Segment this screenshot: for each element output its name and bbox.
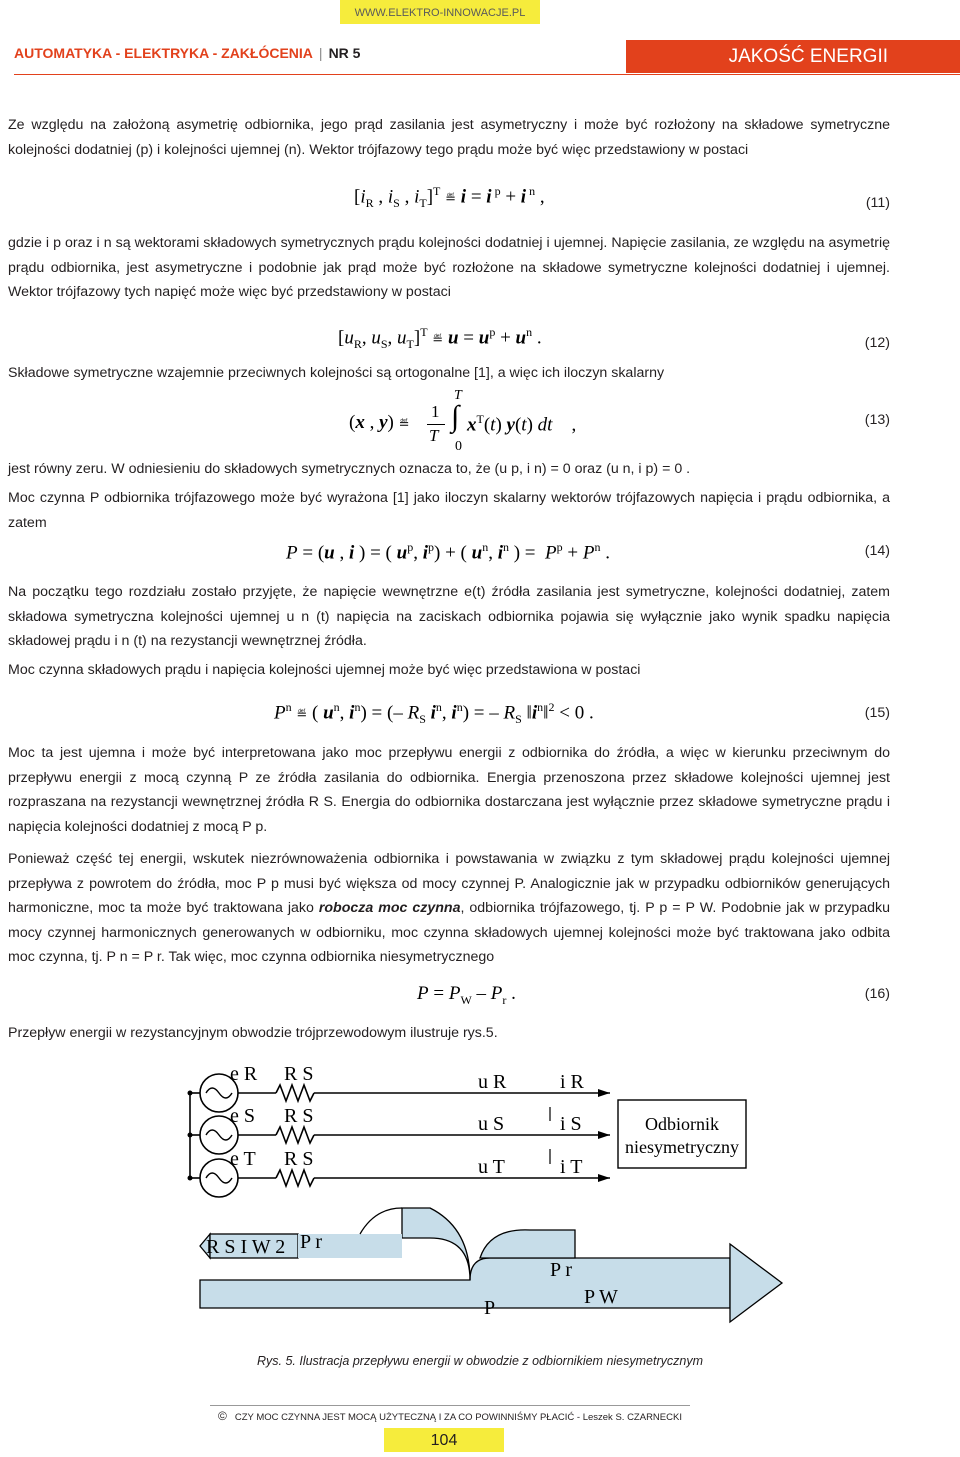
header-divider bbox=[14, 74, 960, 75]
equation-11: [$i_R$ , $i_S$ , $i_T]^T$ ≝ i = i $^p$ + i $^n$ , bbox=[354, 184, 545, 211]
paragraph-3: Składowe symetryczne wzajemnie przeciwnych kolejności są ortogonalne [1], a więc ich iloczyn skalarny bbox=[8, 365, 665, 381]
journal-title: AUTOMATYKA - ELEKTRYKA - ZAKŁÓCENIA bbox=[14, 45, 313, 61]
label-r-s-3: R S bbox=[284, 1148, 314, 1170]
page-number: 104 bbox=[384, 1428, 504, 1452]
figure-caption: Rys. 5. Ilustracja przepływu energii w obwodzie z odbiornikiem niesymetrycznym bbox=[256, 1354, 703, 1368]
label-e-r: e R bbox=[230, 1063, 258, 1085]
arrow-icon bbox=[598, 1174, 610, 1182]
equation-14-number: (14) bbox=[864, 543, 890, 559]
label-i-r: i R bbox=[560, 1071, 584, 1093]
equation-16-number: (16) bbox=[864, 986, 890, 1002]
equation-12-number: (12) bbox=[864, 335, 890, 351]
paragraph-9-part-a: Ponieważ część tej energii, wskutek niezrównoważenia odbiornika i powstawania w związku z tym składowej prądu kolejności ujemnej przepływa z powrotem do źródła, moc P p musi być większa od mocy czynnej P. Analogicznie jak w przypadku odbiorników generujących harmoniczne, moc ta może być traktowana jako bbox=[8, 851, 890, 916]
label-i-s: i S bbox=[560, 1113, 582, 1135]
paragraph-6: Na początku tego rozdziału zostało przyjęte, że napięcie wewnętrzne e(t) źródła zasilania jest symetryczne, kolejności dodatniej, zatem składowa symetryczna kolejności ujemnej u n (t) napięcia na zaciskach odbiornika pojawia się wyłącznie jako wynik spadku napięcia składowej prądu i n (t) na rezystancji wewnętrznej źródła. bbox=[8, 584, 890, 649]
emphasis-robocza-moc: robocza moc czynna bbox=[318, 900, 461, 916]
label-p: P bbox=[484, 1297, 496, 1319]
paragraph-8: Moc ta jest ujemna i może być interpretowana jako moc przepływu energii z odbiornika do źródła, a więc w kierunku przeciwnym do przepływu energii z mocą czynną P ze źródła zasilania do odbiornika. Energia przenoszona przez składowe kolejności ujemnej jest rozpraszana na rezystancji wewnętrznej źródła R S. Energia do odbiornika dostarczana jest wyłącznie przez składowe symetryczne prądu i napięcia kolejności dodatniej z mocą P p. bbox=[8, 745, 890, 835]
paragraph-9 bbox=[8, 847, 890, 970]
paragraph-4: jest równy zeru. W odniesieniu do składowych symetrycznych oznacza to, że (u p, i n) = 0 oraz (u n, i p) = 0 . bbox=[8, 461, 691, 477]
equation-16: $P = P_W - P_r$ . bbox=[417, 983, 516, 1007]
equation-13-number: (13) bbox=[864, 412, 890, 428]
section-title: JAKOŚĆ ENERGII bbox=[728, 46, 888, 67]
arrow-icon bbox=[598, 1089, 610, 1097]
paragraph-7: Moc czynna składowych prądu i napięcia kolejności ujemnej może być więc przedstawiona w postaci bbox=[8, 662, 641, 678]
label-u-s: u S bbox=[478, 1113, 505, 1135]
paragraph-2: gdzie i p oraz i n są wektorami składowych symetrycznych prądu kolejności dodatniej i ujemnej. Napięcie zasilania, ze względu na asymetrię prądu odbiornika, jest asymetryczne i podobnie jak prąd może być rozłożone na składowe symetryczne kolejności dodatniej i ujemnej. Wektor trójfazowy tych napięć może więc być przedstawiony w postaci bbox=[8, 235, 890, 300]
equation-14: P = (u , i ) = ( $u^p$, $i^p$) + ( $u^n$, $i^n$ ) = $P^p + P^n$ . bbox=[286, 540, 610, 564]
figure-5 bbox=[170, 1058, 790, 1350]
label-e-t: e T bbox=[230, 1148, 256, 1170]
website-url[interactable]: WWW.ELEKTRO-INNOWACJE.PL bbox=[340, 0, 540, 24]
paragraph-5: Moc czynna P odbiornika trójfazowego może być wyrażona [1] jako iloczyn skalarny wektorów trójfazowych napięcia i prądu odbiornika, a zatem bbox=[8, 490, 890, 531]
header-separator: | bbox=[318, 45, 323, 61]
label-i-t: i T bbox=[560, 1156, 583, 1178]
paragraph-10: Przepływ energii w rezystancyjnym obwodzie trójprzewodowym ilustruje rys.5. bbox=[8, 1025, 498, 1041]
label-r-s-1: R S bbox=[284, 1063, 314, 1085]
flow-arrow-right-icon bbox=[730, 1244, 782, 1322]
label-pr-right: P r bbox=[550, 1259, 573, 1281]
equation-15: $P^n$ ≝ ( $u^n$, $i^n$) = (– $R_S$ $i^n$, $i^n$) = – $R_S$ $‖i^n‖^2 < 0$ . bbox=[274, 700, 594, 727]
label-loss: R S I W 2 bbox=[206, 1236, 286, 1258]
equation-15-number: (15) bbox=[864, 705, 890, 721]
journal-header bbox=[14, 45, 434, 61]
load-label-1: Odbiornik bbox=[645, 1114, 719, 1134]
equation-11-number: (11) bbox=[865, 195, 890, 211]
load-box bbox=[618, 1100, 746, 1168]
label-u-r: u R bbox=[478, 1071, 507, 1093]
label-pw: P W bbox=[584, 1286, 618, 1308]
footer bbox=[190, 1409, 710, 1423]
footer-divider bbox=[210, 1405, 690, 1406]
arrow-icon bbox=[598, 1131, 610, 1139]
label-e-s: e S bbox=[230, 1105, 255, 1127]
label-pr-top: P r bbox=[300, 1231, 323, 1253]
current-arrows bbox=[598, 1089, 610, 1182]
copyright-icon: © bbox=[218, 1409, 227, 1423]
article-title: CZY MOC CZYNNA JEST MOCĄ UŻYTECZNĄ I ZA CO POWINNIŚMY PŁACIĆ bbox=[234, 1412, 575, 1423]
paragraph-1: Ze względu na założoną asymetrię odbiornika, jego prąd zasilania jest asymetryczny i może być rozłożony na składowe symetryczne kolejności dodatniej (p) i kolejności ujemnej (n). Wektor trójfazowy tego prądu może być więc przedstawiony w postaci bbox=[8, 117, 890, 158]
paragraph-9-part-b: , odbiornika trójfazowego, tj. P p = P W. Podobnie jak w przypadku mocy czynnej harmonicznych generowanych w odbiorniku, moc czynna składowych ujemnej kolejności może być traktowana jako odbita moc czynna, tj. P n = P r. Tak więc, moc czynna odbiornika niesymetrycznego bbox=[8, 900, 890, 965]
label-u-t: u T bbox=[478, 1156, 505, 1178]
article-author: - Leszek S. CZARNECKI bbox=[576, 1412, 682, 1423]
label-r-s-2: R S bbox=[284, 1105, 314, 1127]
equation-12: [$u_R$, $u_S$, $u_T]^T$ ≝ $u = u^p + u^n$ . bbox=[338, 325, 542, 352]
section-banner bbox=[626, 40, 960, 73]
issue-number: NR 5 bbox=[328, 45, 361, 61]
load-label-2: niesymetryczny bbox=[625, 1137, 739, 1157]
circuit-wires bbox=[190, 1085, 610, 1186]
